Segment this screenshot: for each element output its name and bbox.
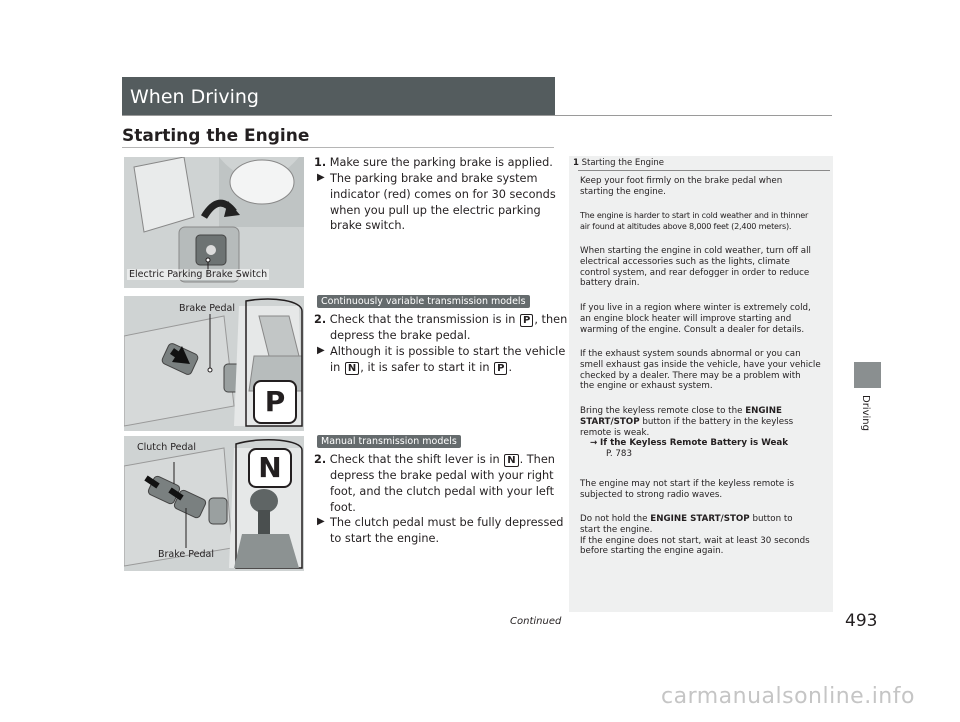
step-1-detail-line: The parking brake and brake system [330, 172, 538, 185]
step-1-number: 1. [314, 156, 327, 169]
step-2-manual-detail-line: to start the engine. [330, 531, 440, 545]
note-paragraph [580, 514, 825, 557]
header-rule [122, 115, 832, 116]
chapter-tab [854, 362, 881, 388]
note-text: button if the battery in the keyless [642, 416, 794, 427]
note-line: start the engine. [580, 524, 653, 535]
note-bold: ENGINE [745, 406, 782, 416]
note-line: If the exhaust system sounds abnormal or you can [580, 349, 801, 359]
note-line: control system, and rear defogger in order to reduce [580, 267, 810, 278]
reference-page: P. 783 [606, 449, 632, 460]
note-line: If you live in a region where winter is extremely cold, [580, 303, 811, 313]
note-text: Do not hold the [580, 514, 648, 524]
section-title: When Driving [130, 86, 259, 108]
detail-text: , it is safer to start it in [360, 360, 490, 374]
arrow-bullet-icon: ▶ [317, 345, 325, 356]
continued-label: Continued [510, 616, 562, 627]
note-line: the engine or exhaust system. [580, 381, 713, 392]
note-paragraph [580, 349, 825, 392]
manual-models-tag: Manual transmission models [317, 435, 461, 448]
step-2-manual [314, 452, 555, 468]
note-line: air found at altitudes above 8,000 feet (2,400 meters). [580, 220, 792, 231]
step-2-cvt-number: 2. [314, 313, 327, 326]
note-paragraph [580, 176, 825, 198]
step-2-manual-line: depress the brake pedal with your right [330, 469, 554, 482]
step-2-manual-text: Check that the shift lever is in [329, 453, 500, 466]
cvt-figure [124, 296, 304, 431]
note-line: starting the engine. [580, 186, 666, 197]
step-2-manual-line: foot. [330, 500, 356, 514]
notes-rule [578, 170, 830, 171]
note-line [580, 514, 825, 525]
step-2-cvt-line-2: depress the brake pedal. [330, 329, 471, 342]
notes-heading-text: Starting the Engine [581, 158, 665, 168]
reference-arrow-icon: → [590, 438, 598, 449]
note-line [580, 417, 825, 428]
detail-text: in [330, 360, 341, 374]
note-paragraph [580, 406, 825, 460]
step-2-manual-line: foot, and the clutch pedal with your left [330, 484, 555, 498]
step-2-cvt-detail-line: Although it is possible to start the vehicle [330, 345, 566, 358]
step-2-cvt-detail-line [330, 360, 565, 376]
note-paragraph [580, 479, 825, 501]
arrow-bullet-icon: ▶ [317, 516, 325, 527]
note-line: The engine is harder to start in cold weather and in thinner [580, 210, 809, 220]
note-bold: START/STOP [580, 416, 640, 427]
note-line: When starting the engine in cold weather, turn off all [580, 246, 811, 256]
note-line: The engine may not start if the keyless remote is [580, 479, 794, 489]
step-2-cvt-text: Check that the transmission is in [329, 313, 516, 326]
gear-key-n: N [504, 454, 518, 467]
note-text: button to [752, 514, 793, 524]
page-number: 493 [845, 611, 878, 631]
step-2-manual-detail [330, 515, 563, 547]
note-line: before starting the engine again. [580, 546, 724, 557]
note-line: battery drain. [580, 278, 640, 289]
notes-heading [573, 158, 664, 168]
note-paragraph [580, 246, 825, 289]
mt-brake-pedal-label: Brake Pedal [158, 549, 214, 560]
step-2-cvt [314, 312, 567, 328]
step-2-manual-number: 2. [314, 453, 327, 466]
title-rule [122, 147, 554, 148]
note-line: If the engine does not start, wait at least 30 seconds [580, 535, 810, 546]
note-line: smell exhaust gas inside the vehicle, have your vehicle [580, 359, 821, 370]
note-paragraph [580, 303, 825, 335]
cvt-brake-pedal-label: Brake Pedal [179, 303, 235, 314]
note-text: Bring the keyless remote close to the [580, 406, 743, 416]
arrow-bullet-icon: ▶ [317, 172, 325, 183]
step-2-cvt-detail [330, 344, 565, 376]
step-1-detail [330, 171, 556, 234]
note-marker-icon: 1 [573, 158, 579, 168]
manual-figure [124, 436, 304, 571]
detail-text: . [508, 360, 513, 374]
cvt-models-tag: Continuously variable transmission models [317, 295, 530, 308]
chapter-label: Driving [860, 395, 871, 431]
step-2-manual-lines [330, 468, 554, 515]
note-line: Keep your foot firmly on the brake pedal when [580, 176, 783, 186]
note-line: warming of the engine. Consult a dealer for details. [580, 324, 805, 335]
parking-brake-figure [124, 157, 304, 288]
step-1-detail-line: indicator (red) comes on for 30 seconds [330, 187, 556, 201]
gear-key-n: N [345, 362, 359, 375]
note-paragraph [580, 210, 825, 232]
note-line: subjected to strong radio waves. [580, 489, 723, 500]
page-title: Starting the Engine [122, 126, 310, 146]
step-2-manual-detail-line: The clutch pedal must be fully depressed [330, 516, 564, 529]
reference-title: If the Keyless Remote Battery is Weak [600, 438, 789, 449]
note-line: remote is weak. [580, 427, 650, 438]
note-line [580, 406, 825, 417]
step-1-detail-line: brake switch. [330, 219, 406, 233]
note-line: an engine block heater will improve starting and [580, 313, 792, 324]
gear-key-p: P [520, 314, 533, 327]
note-line: checked by a dealer. There may be a problem with [580, 370, 801, 381]
gear-n-badge: N [248, 448, 292, 488]
note-bold: ENGINE START/STOP [650, 514, 750, 524]
cross-reference-link[interactable] [580, 438, 825, 449]
step-1-detail-line: when you pull up the electric parking [330, 203, 541, 217]
parking-brake-label: Electric Parking Brake Switch [129, 269, 268, 280]
watermark: carmanualsonline.info [661, 684, 915, 709]
step-2-cvt-text-end: , then [534, 313, 568, 326]
clutch-pedal-label: Clutch Pedal [137, 442, 197, 453]
note-line: electrical accessories such as the lights, climate [580, 256, 790, 267]
step-2-manual-text-end: . Then [519, 453, 555, 466]
gear-key-p: P [494, 362, 507, 375]
step-1-text: Make sure the parking brake is applied. [329, 156, 553, 169]
gear-p-badge: P [253, 380, 297, 424]
step-1 [314, 155, 553, 171]
